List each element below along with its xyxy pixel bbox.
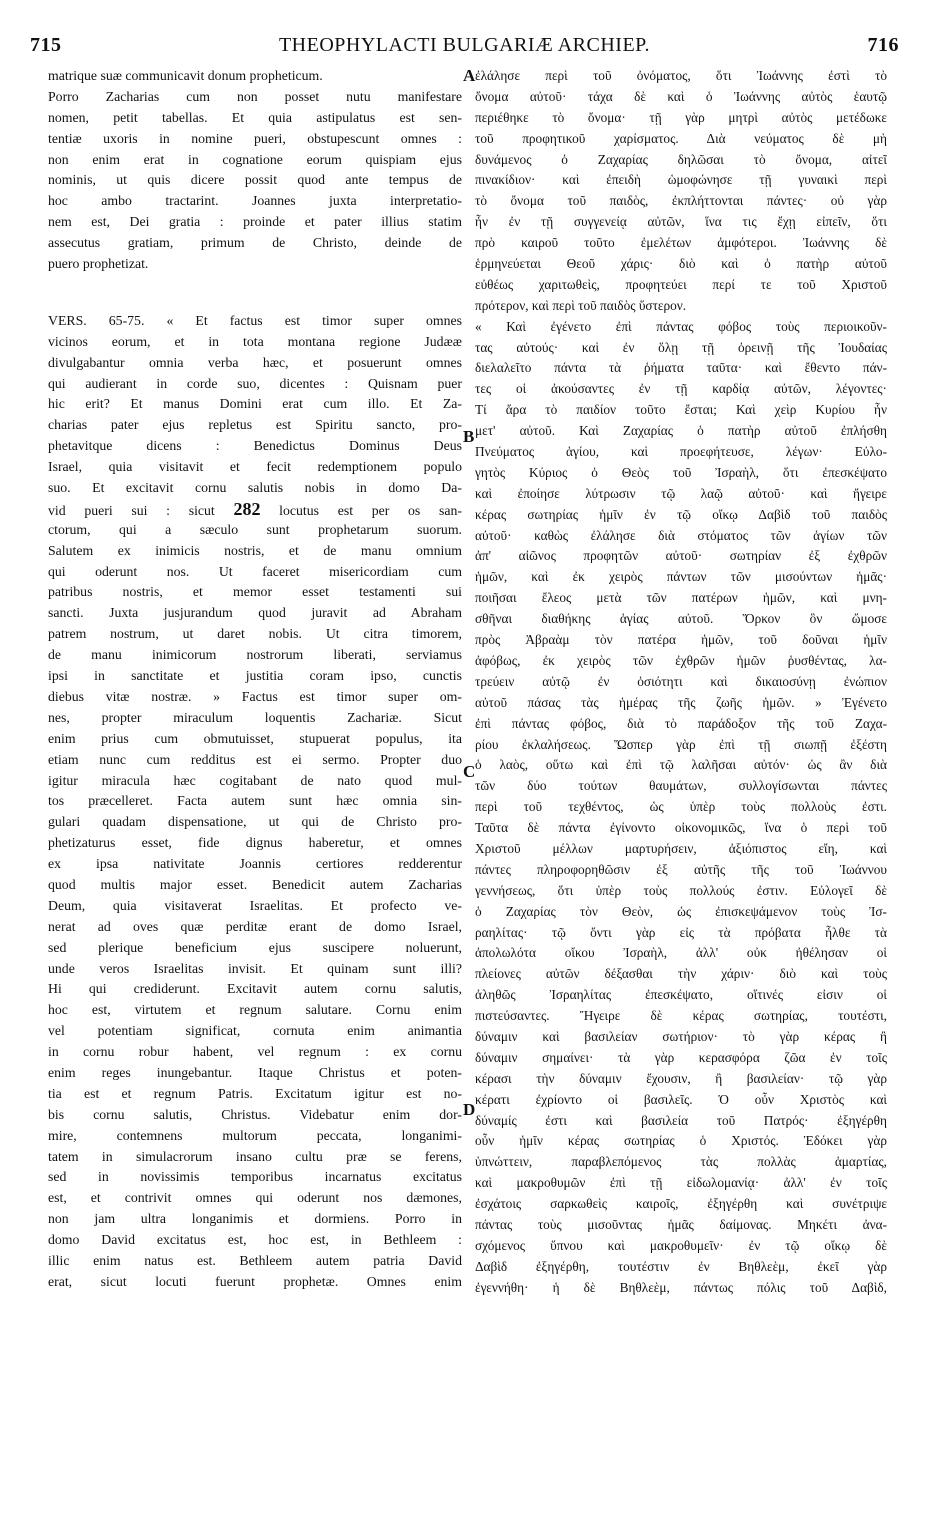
page-number-left: 715: [30, 34, 62, 56]
text-line: tentiæ uxoris in nomine pueri, obstupescunt omnes :: [48, 130, 462, 146]
text-line: patrem nostrum, ut daret nobis. Ut citra timorem,: [48, 626, 462, 642]
text-line: tia est et regnum Patris. Excitatum igitur est no-: [48, 1085, 462, 1101]
text-line: de manu inimicorum nostrorum liberati, serviamus: [48, 647, 462, 663]
text-line: τας αὐτούς· καὶ ἐν ὅλῃ τῇ ὀρεινῇ τῆς Ἰουδαίας: [475, 339, 887, 355]
text-line: ρίου ἐκλαλήσεως. Ὥσπερ γὰρ ἐπὶ τῇ σιωπῇ ἐξέστη: [475, 736, 887, 752]
text-line: divulgabantur omnia verba hæc, et posuerunt omnes: [48, 354, 462, 370]
text-line: vid pueri sui : sicut 282 locutus est per os san-: [48, 498, 462, 519]
text-line: sed in novissimis temporibus incarnatus excitatus: [48, 1169, 462, 1185]
text-line: ἀπ' αἰῶνος προφητῶν αὐτοῦ· σωτηρίαν ἐξ ἐχθρῶν: [475, 548, 887, 564]
text-line: hoc ambo tractarint. Joannes juxta interpretatio-: [48, 193, 462, 209]
text-line: ραηλίτας· τῷ ὄντι γὰρ εἰς τὰ πρόβατα ἦλθε τὰ: [475, 924, 887, 940]
text-line: diebus vitæ nostræ. » Factus est timor super om-: [48, 688, 462, 704]
paragraph-gap: [48, 275, 462, 311]
text-line: πρὸ καιροῦ τοῦτο ἐμελέτων ἀμφότεροι. Ἰωάννης δὲ: [475, 235, 887, 251]
text-line: ἐλάλησε περὶ τοῦ ὀνόματος, ὅτι Ἰωάννης ἐστὶ τὸ: [475, 68, 887, 83]
text-line: ἑρμηνεύεται Θεοῦ χάρις· διὸ καὶ ὁ πατὴρ αὐτοῦ: [475, 256, 887, 272]
text-line: ποιῆσαι ἔλεος μετὰ τῶν πατέρων ἡμῶν, καὶ μνη-: [475, 590, 887, 606]
text-line: vicinos eorum, et in tota montana regione Judææ: [48, 333, 462, 349]
text-line: κέρατι ἐχρίοντο οἱ βασιλεῖς. Ὁ οὖν Χριστὸς καὶ: [475, 1091, 887, 1107]
text-line: erat, sicut locuti fuerunt prophetæ. Omnes enim: [48, 1273, 462, 1289]
text-line: Salutem ex inimicis nostris, et de manu omnium: [48, 542, 462, 558]
text-line: suo. Et excitavit cornu salutis nobis in domo Da-: [48, 480, 462, 496]
text-line: nominis, ut quis dicere possit quod ante tempus de: [48, 172, 462, 188]
text-line: ex ipsa nativitate Joannis certiores redderentur: [48, 856, 462, 872]
text-line: tos præcelleret. Facta autem sunt hæc omnia sin-: [48, 793, 462, 809]
text-line: assecutus gratiam, primum de Christo, deinde de: [48, 235, 462, 251]
text-line: ἀπολωλότα οἴκου Ἰσραὴλ, ἀλλ' οὐκ ἠθέλησαν οἱ: [475, 945, 887, 961]
text-line: κέρασι τὴν δύναμιν ἔχουσιν, ἢ βασιλείαν· τῷ γὰρ: [475, 1070, 887, 1086]
text-line: πιστεύσαντες. Ἤγειρε δὲ κέρας σωτηρίας, τουτέστι,: [475, 1008, 887, 1024]
text-line: καὶ ἐποίησε λύτρωσιν τῷ λαῷ αὐτοῦ· καὶ ἤγειρε: [475, 485, 887, 501]
text-line: hic erit? Et manus Domini erat cum illo. Et Za-: [48, 396, 462, 412]
text-line: δυνάμενος ὁ Ζαχαρίας δηλῶσαι τὸ ὄνομα, αἰτεῖ: [475, 151, 887, 167]
text-line: sancti. Juxta jusjurandum quod juravit ad Abraham: [48, 605, 462, 621]
text-line: puero prophetizat.: [48, 256, 149, 272]
text-line: phetavitque dicens : Benedictus Dominus Deus: [48, 438, 462, 454]
running-header: [30, 30, 899, 64]
text-line: Χριστοῦ μέλλων μαρτυρήσειν, ἀξιόπιστος εἴη, καὶ: [475, 840, 887, 856]
text-line: Porro Zacharias cum non posset nutu manifestare: [48, 88, 462, 104]
text-line: hoc est, virtutem et regnum salutare. Cornu enim: [48, 1002, 462, 1018]
margin-marker-c: C: [463, 762, 476, 781]
text-line: nomen, petit tabellas. Et quia astipulatus est sen-: [48, 109, 462, 125]
text-line: matrique suæ communicavit donum propheticum.: [48, 68, 323, 83]
text-line: καὶ μακροθυμῶν ἐπὶ τῇ εἰδωλομανίᾳ· ἀλλ' ἐν τοῖς: [475, 1175, 887, 1191]
text-line: Τί ἄρα τὸ παιδίον τοῦτο ἔσται; Καὶ χεὶρ Κυρίου ἦν: [475, 402, 887, 418]
text-line: etiam nunc cum redditus est ei sermo. Propter duo: [48, 751, 462, 767]
text-line: τες οἱ ἀκούσαντες ἐν τῇ καρδίᾳ αὐτῶν, λέγοντες·: [475, 381, 887, 397]
text-line: Ταῦτα δὲ πάντα ἐγίνοντο οἰκονομικῶς, ἵνα ὁ περὶ τοῦ: [475, 820, 887, 836]
text-line: enim prius cum obmutuisset, stupuerat populus, ita: [48, 730, 462, 746]
text-line: qui audierant in corde suo, dicentes : Quisnam puer: [48, 375, 462, 391]
text-line: τοῦ προφητικοῦ χαρίσματος. Διὰ νεύματος δὲ μὴ: [475, 130, 887, 146]
text-line: VERS. 65-75. « Et factus est timor super omnes: [48, 312, 462, 328]
text-line: ἦν ἐν τῇ συγγενείᾳ αὐτῶν, ἵνα τις ἔχῃ εἰπεῖν, ὅτι: [475, 214, 887, 230]
text-line: domo David excitatus est, hoc est, in Bethleem :: [48, 1232, 462, 1248]
text-line: Israel, quia visitavit et fecit redemptionem populo: [48, 459, 462, 475]
text-line: qui oderunt nos. Ut faceret misericordiam cum: [48, 563, 462, 579]
text-line: δύναμιν καὶ βασιλείαν σωτήριον· τὸ γὰρ κέρας ἢ: [475, 1028, 887, 1044]
text-line: ὁ Ζαχαρίας τὸν Θεὸν, ὡς ἐπισκεψάμενον τοὺς Ἰσ-: [475, 903, 887, 919]
text-line: πάντας τοὺς μισοῦντας ἡμᾶς δαίμονας. Μηκέτι ἀνα-: [475, 1216, 887, 1232]
text-line: nerat ad oves quæ perditæ erant de domo Israel,: [48, 918, 462, 934]
text-line: γητὸς Κύριος ὁ Θεὸς τοῦ Ἰσραὴλ, ὅτι ἐπεσκέψατο: [475, 464, 887, 480]
text-line: αὐτοῦ πάσας τὰς ἡμέρας τῆς ζωῆς ἡμῶν. » Ἐγένετο: [475, 694, 887, 710]
text-line: nes, propter miraculum loquentis Zachariæ. Sicut: [48, 709, 462, 725]
text-line: charias pater ejus repletus est Spiritu sancto, pro-: [48, 417, 462, 433]
margin-marker-a: A: [463, 66, 476, 85]
text-line: μετ' αὐτοῦ. Καὶ Ζαχαρίας ὁ πατὴρ αὐτοῦ ἐπλήσθη: [475, 423, 887, 439]
text-line: sed plerique beneficium ejus suscipere noluerunt,: [48, 939, 462, 955]
text-line: ἡμῶν, καὶ ἐκ χειρὸς πάντων τῶν μισούντων ἡμᾶς·: [475, 569, 887, 585]
text-line: Πνεύματος ἁγίου, καὶ προεφήτευσε, λέγων· Εὐλο-: [475, 444, 887, 460]
text-line: in cornu robur habent, vel regnum : ex cornu: [48, 1044, 462, 1060]
text-line: ὄνομα αὐτοῦ· τάχα δὲ καὶ ὁ Ἰωάννης αὐτὸς ἑαυτῷ: [475, 88, 887, 104]
text-line: gulari quadam dispensatione, ut qui de Christo pro-: [48, 814, 462, 830]
margin-marker-d: D: [463, 1100, 476, 1119]
text-line: τρεύειν αὐτῷ ἐν ὁσιότητι καὶ δικαιοσύνῃ ἐνώπιον: [475, 673, 887, 689]
text-line: phetizaturus esset, fide dignus haberetur, et omnes: [48, 835, 462, 851]
text-line: Hi qui crediderunt. Excitavit autem cornu salutis,: [48, 981, 462, 997]
text-line: δύναμίς ἐστι καὶ βασιλεία τοῦ Πατρός· ἐξηγέρθη: [475, 1112, 887, 1128]
text-line: πλείονες αὐτῶν δέξασθαι τὴν χάριν· διὸ καὶ τοὺς: [475, 966, 887, 982]
text-line: εὐθέως χαριτωθεὶς, προφητεύει περί τε τοῦ Χριστοῦ: [475, 276, 887, 292]
text-line: non jam ultra longanimis et dormiens. Porro in: [48, 1211, 462, 1227]
text-line: πινακίδιον· καὶ ἐπειδὴ ὡμοφώνησε τῇ γυναικὶ περὶ: [475, 172, 887, 188]
text-line: οὖν ἡμῖν κέρας σωτηρίας ὁ Χριστός. Ἐδόκει γὰρ: [475, 1133, 887, 1149]
text-line: Δαβὶδ ἐξηγέρθη, τουτέστιν ἐν Βηθλεὲμ, ἐκεῖ γὰρ: [475, 1258, 887, 1274]
text-line: ἀφόβως, ἐκ χειρὸς τῶν ἐχθρῶν ἡμῶν ῥυσθέντας, λα-: [475, 652, 887, 668]
text-line: mire, contemnens multorum peccata, longanimi-: [48, 1127, 462, 1143]
text-line: σθῆναι διαθήκης ἁγίας αὐτοῦ. Ὅρκον ὃν ὤμοσε: [475, 611, 887, 627]
text-line: πάντες πληροφορηθῶσιν ἐξ αὐτῆς τῆς τοῦ Ἰωάννου: [475, 861, 887, 877]
text-line: τῶν δύο τούτων θαυμάτων, συλλογίσωνται πάντες: [475, 778, 887, 794]
text-line: διελαλεῖτο πάντα τὰ ῥήματα ταῦτα· καὶ ἔθεντο πάν-: [475, 360, 887, 376]
text-line: bis cornu salutis, Christus. Videbatur enim dor-: [48, 1106, 462, 1122]
text-line: αὐτοῦ· καθὼς ἐλάλησε διὰ στόματος τῶν ἁγίων τῶν: [475, 527, 887, 543]
text-line: περὶ τοῦ τεχθέντος, ὡς ὑπὲρ τοὺς πολλοὺς ἐστι.: [475, 799, 887, 815]
latin-column: [48, 66, 462, 1293]
text-line: ὁ λαὸς, οὕτω καὶ ἐπὶ τῷ λαλῆσαι αὐτόν· ὡς ἂν διὰ: [475, 757, 887, 773]
text-line: πρὸς Ἀβραὰμ τὸν πατέρα ἡμῶν, τοῦ δοῦναι ἡμῖν: [475, 632, 887, 648]
text-line: κέρας σωτηρίας ἡμῖν ἐν τῷ οἴκῳ Δαβὶδ τοῦ παιδὸς: [475, 506, 887, 522]
text-line: non enim erat in cognatione eorum quispiam ejus: [48, 151, 462, 167]
text-line: πρότερον, καὶ περὶ τοῦ παιδὸς ὕστερον.: [475, 297, 687, 313]
text-line: ἐπὶ πάντας φόβος, διὰ τὸ παράδοξον τῆς τοῦ Ζαχα-: [475, 715, 887, 731]
text-line: est, et contrivit omnes qui oderunt nos dæmones,: [48, 1190, 462, 1206]
running-title: THEOPHYLACTI BULGARIÆ ARCHIEP.: [278, 34, 651, 56]
page-number-right: 716: [867, 34, 899, 56]
text-line: γεννήσεως, ὅτι ὑπὲρ τοὺς πολλούς ἐστιν. Εὐλογεῖ δὲ: [475, 882, 887, 898]
text-line: enim reges inungebantur. Itaque Christus et poten-: [48, 1064, 462, 1080]
text-line: σχόμενος ὕπνου καὶ μακροθυμεῖν· ἐν τῷ οἴκῳ δὲ: [475, 1237, 887, 1253]
text-line: δύναμιν σημαίνει· τὰ γὰρ κερασφόρα ζῶα ἐν τοῖς: [475, 1049, 887, 1065]
text-line: igitur miracula hæc cogitabant de nato quod mul-: [48, 772, 462, 788]
text-line: « Καὶ ἐγένετο ἐπὶ πάντας φόβος τοὺς περιοικοῦν-: [475, 318, 887, 334]
text-line: περιέθηκε τὸ ὄνομα· τῇ γὰρ μητρὶ αὐτὸς μετέδωκε: [475, 109, 887, 125]
text-line: nem est, Dei gratia : proinde et pater illius statim: [48, 214, 462, 230]
text-line: patribus nostris, et memor esset testamenti sui: [48, 584, 462, 600]
text-line: ctorum, qui a sæculo sunt prophetarum suorum.: [48, 521, 462, 537]
text-line: ὑπνώττειν, παραβλεπόμενος τὰς πολλὰς ἁμαρτίας,: [475, 1154, 887, 1170]
text-line: ἀληθῶς Ἰσραηλίτας ἐπεσκέψατο, οἵτινές εἰσιν οἱ: [475, 987, 887, 1003]
text-line: ἐγεννήθη· ἡ δὲ Βηθλεὲμ, πάντως πόλις τοῦ Δαβὶδ,: [475, 1279, 887, 1295]
text-line: vel potentiam significat, cornuta enim animantia: [48, 1023, 462, 1039]
text-line: unde veros Israelitas invisit. Et quinam sunt illi?: [48, 960, 462, 976]
text-line: quod multis major esset. Benedicit autem Zacharias: [48, 876, 462, 892]
text-line: ἐσχάτοις σαρκωθεὶς καιροῖς, ἐξηγέρθη καὶ συνέτριψε: [475, 1196, 887, 1212]
margin-marker-b: B: [463, 427, 475, 446]
column-page-marker: 282: [233, 498, 261, 519]
text-line: illic enim natus est. Bethleem autem patria David: [48, 1252, 462, 1268]
text-line: tatem in simulacrorum insano cultu præ se ferens,: [48, 1148, 462, 1164]
text-line: ipsi in sanctitate et justitia coram ipso, cunctis: [48, 668, 462, 684]
text-line: Deum, quia visitaverat Israelitas. Et profecto ve-: [48, 897, 462, 913]
greek-column: [475, 66, 887, 1299]
text-line: τὸ ὄνομα τοῦ παιδὸς, ἐκπλήττονται πάντες· οὐ γὰρ: [475, 193, 887, 209]
